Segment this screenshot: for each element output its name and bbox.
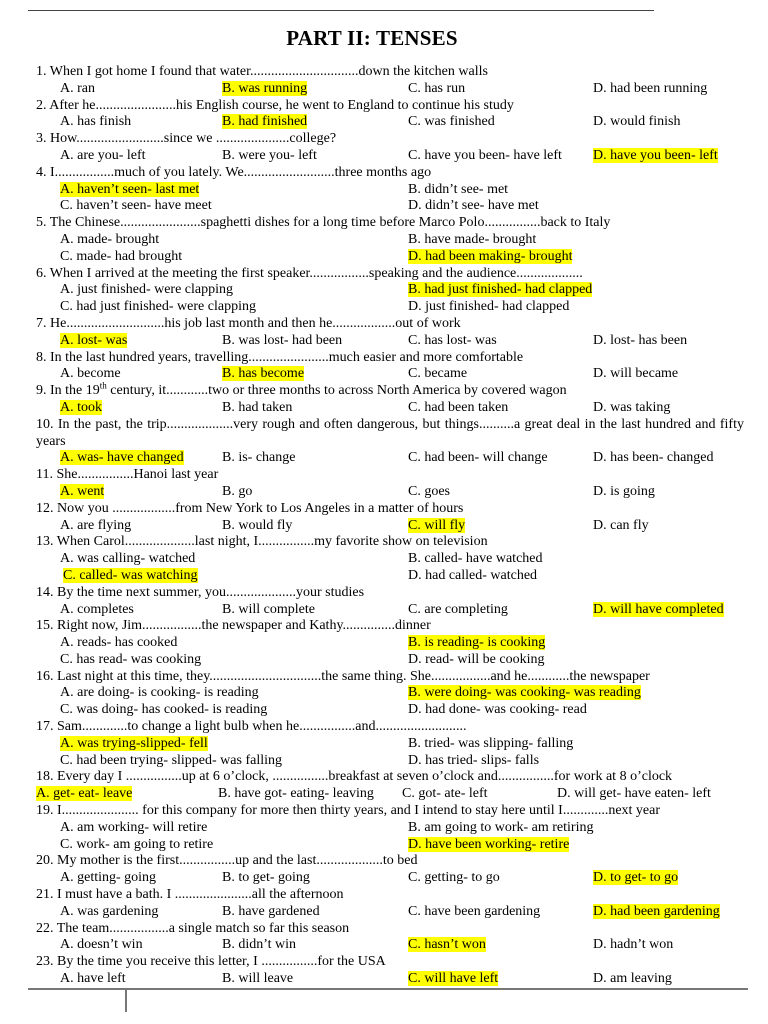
option-b bbox=[222, 450, 295, 467]
option-b bbox=[222, 333, 342, 350]
option-text: B. had just finished- had clapped bbox=[408, 282, 593, 298]
question-22 bbox=[36, 921, 744, 955]
option-d bbox=[408, 652, 544, 669]
option-text: C. was finished bbox=[408, 114, 495, 130]
question-list bbox=[36, 64, 744, 988]
option-text: B. go bbox=[222, 483, 253, 499]
option-text: D. had been gardening bbox=[593, 903, 720, 919]
question-stem: 3. How.........................since we .....................college? bbox=[36, 131, 337, 147]
option-b bbox=[222, 518, 292, 535]
question-stem-text: 9. In the 19 bbox=[36, 383, 100, 399]
option-d-highlighted-answer bbox=[593, 870, 678, 887]
option-text: D. can fly bbox=[593, 517, 649, 533]
option-text: D. hadn’t won bbox=[593, 937, 674, 953]
option-text: D. read- will be cooking bbox=[408, 651, 545, 667]
option-text: D. didn’t see- have met bbox=[408, 198, 539, 214]
option-a bbox=[60, 81, 95, 98]
option-text: A. was trying-slipped- fell bbox=[60, 735, 208, 751]
options-row bbox=[36, 366, 744, 383]
option-d bbox=[593, 366, 678, 383]
options-row bbox=[36, 702, 744, 719]
option-d bbox=[593, 518, 649, 535]
option-text: B. was lost- had been bbox=[222, 332, 343, 348]
option-text: C. made- had brought bbox=[60, 248, 183, 264]
option-text: D. will have completed bbox=[593, 601, 724, 617]
options-row bbox=[36, 400, 744, 417]
options-row bbox=[36, 736, 744, 753]
options-row bbox=[36, 971, 744, 988]
option-c bbox=[408, 81, 465, 98]
option-a bbox=[60, 518, 131, 535]
option-text: C. became bbox=[408, 366, 468, 382]
question-10 bbox=[36, 417, 744, 467]
option-a bbox=[60, 971, 126, 988]
question-stem: 5. The Chinese.......................spaghetti dishes for a long time before Marco Polo................back to Italy bbox=[36, 215, 611, 231]
options-row bbox=[36, 182, 744, 199]
question-7 bbox=[36, 316, 744, 350]
option-text: A. was gardening bbox=[60, 903, 159, 919]
option-text: C. got- ate- left bbox=[402, 786, 488, 802]
question-stem bbox=[36, 380, 744, 400]
options-row bbox=[36, 602, 744, 619]
options-row bbox=[36, 232, 744, 249]
option-text: D. had done- was cooking- read bbox=[408, 702, 587, 718]
option-b-highlighted-answer bbox=[222, 366, 304, 383]
option-a bbox=[60, 148, 146, 165]
option-text: B. am going to work- am retiring bbox=[408, 819, 594, 835]
option-text: A. are flying bbox=[60, 517, 132, 533]
question-stem: 13. When Carol....................last night, I................my favorite show on television bbox=[36, 534, 488, 550]
option-d-highlighted-answer bbox=[593, 602, 724, 619]
option-text: C. will fly bbox=[408, 517, 466, 533]
option-d-highlighted-answer bbox=[593, 904, 720, 921]
question-13 bbox=[36, 534, 744, 584]
question-23 bbox=[36, 954, 744, 988]
option-b bbox=[222, 904, 320, 921]
option-c bbox=[408, 450, 548, 467]
option-b-highlighted-answer bbox=[408, 685, 641, 702]
option-text: D. will became bbox=[593, 366, 679, 382]
question-stem: 8. In the last hundred years, travelling.......................much easier and more comfortable bbox=[36, 349, 524, 365]
question-8 bbox=[36, 350, 744, 384]
options-row bbox=[36, 198, 744, 215]
option-text: B. would fly bbox=[222, 517, 293, 533]
option-text: D. had been running bbox=[593, 80, 708, 96]
option-text: C. had been taken bbox=[408, 399, 509, 415]
option-text: D. had called- watched bbox=[408, 567, 538, 583]
option-text: A. reads- has cooked bbox=[60, 635, 178, 651]
options-row bbox=[36, 753, 744, 770]
question-18 bbox=[36, 769, 744, 803]
option-c-highlighted-answer bbox=[408, 971, 498, 988]
option-b bbox=[408, 820, 593, 837]
options-row bbox=[36, 652, 744, 669]
option-d bbox=[593, 450, 714, 467]
option-text: B. to get- going bbox=[222, 870, 310, 886]
question-1 bbox=[36, 64, 744, 98]
option-text: A. went bbox=[60, 483, 105, 499]
option-d bbox=[408, 198, 539, 215]
option-text: C. hasn’t won bbox=[408, 937, 486, 953]
option-c-highlighted-answer bbox=[408, 937, 486, 954]
options-row bbox=[36, 450, 744, 467]
option-text: A. are doing- is cooking- is reading bbox=[60, 685, 259, 701]
option-text: B. is reading- is cooking bbox=[408, 635, 546, 651]
option-text: C. had just finished- were clapping bbox=[60, 299, 256, 315]
option-text: D. has tried- slips- falls bbox=[408, 752, 540, 768]
option-text: A. completes bbox=[60, 601, 134, 617]
options-row bbox=[36, 685, 744, 702]
question-stem: 12. Now you ..................from New York to Los Angeles in a matter of hours bbox=[36, 500, 464, 516]
option-d bbox=[593, 484, 655, 501]
options-row bbox=[36, 249, 744, 266]
option-a-highlighted-answer bbox=[36, 786, 132, 803]
option-text: D. is going bbox=[593, 483, 655, 499]
option-text: C. have been gardening bbox=[408, 903, 541, 919]
option-text: A. are you- left bbox=[60, 147, 146, 163]
option-text: A. has finish bbox=[60, 114, 132, 130]
question-2 bbox=[36, 98, 744, 132]
option-b-highlighted-answer bbox=[408, 282, 592, 299]
option-c bbox=[60, 299, 256, 316]
option-d bbox=[593, 400, 670, 417]
option-b-highlighted-answer bbox=[408, 635, 545, 652]
question-stem: 4. I.................much of you lately. We..........................three months ago bbox=[36, 164, 432, 180]
option-c bbox=[60, 652, 201, 669]
question-4 bbox=[36, 165, 744, 215]
question-11 bbox=[36, 467, 744, 501]
option-text: A. getting- going bbox=[60, 870, 157, 886]
bottom-tick-mark bbox=[125, 990, 127, 1012]
option-text: D. was taking bbox=[593, 399, 671, 415]
option-text: B. had finished bbox=[222, 114, 308, 130]
options-row bbox=[36, 114, 744, 131]
option-text: D. have been working- retire bbox=[408, 836, 570, 852]
option-c bbox=[408, 333, 497, 350]
option-text: A. just finished- were clapping bbox=[60, 282, 234, 298]
option-text: C. getting- to go bbox=[408, 870, 500, 886]
option-c bbox=[408, 484, 450, 501]
option-d-highlighted-answer bbox=[593, 148, 718, 165]
option-text: C. work- am going to retire bbox=[60, 836, 214, 852]
options-row bbox=[36, 786, 744, 803]
option-a bbox=[60, 685, 259, 702]
option-c bbox=[408, 602, 508, 619]
options-row bbox=[36, 333, 744, 350]
option-b bbox=[408, 182, 508, 199]
option-text: D. had been making- brought bbox=[408, 248, 573, 264]
option-c bbox=[408, 114, 495, 131]
question-12 bbox=[36, 501, 744, 535]
option-text: D. am leaving bbox=[593, 971, 672, 987]
option-c-highlighted-answer bbox=[63, 568, 198, 585]
option-b bbox=[218, 786, 374, 803]
option-text: A. was calling- watched bbox=[60, 551, 196, 567]
options-row bbox=[36, 81, 744, 98]
options-row bbox=[36, 837, 744, 854]
option-text: B. have gardened bbox=[222, 903, 320, 919]
option-b bbox=[408, 232, 536, 249]
option-text: A. made- brought bbox=[60, 231, 160, 247]
option-text: B. tried- was slipping- falling bbox=[408, 735, 574, 751]
option-c bbox=[60, 249, 182, 266]
option-text: D. have you been- left bbox=[593, 147, 718, 163]
question-14 bbox=[36, 585, 744, 619]
option-text: A. doesn’t win bbox=[60, 937, 143, 953]
option-d-highlighted-answer bbox=[408, 837, 569, 854]
option-a bbox=[60, 551, 195, 568]
option-a bbox=[60, 366, 121, 383]
option-text: B. called- have watched bbox=[408, 551, 543, 567]
top-divider bbox=[28, 10, 654, 11]
option-text: B. were doing- was cooking- was reading bbox=[408, 685, 641, 701]
option-a bbox=[60, 602, 134, 619]
question-stem: 20. My mother is the first................up and the last...................to bed bbox=[36, 853, 418, 869]
option-a-highlighted-answer bbox=[60, 182, 199, 199]
option-a-highlighted-answer bbox=[60, 736, 208, 753]
option-b bbox=[222, 148, 317, 165]
question-stem-text: century, it............two or three months to across North America by covered wagon bbox=[106, 383, 567, 399]
option-b bbox=[222, 400, 292, 417]
option-c bbox=[408, 148, 562, 165]
option-c bbox=[402, 786, 488, 803]
option-d bbox=[593, 937, 673, 954]
options-row bbox=[36, 484, 744, 501]
option-a-highlighted-answer bbox=[60, 333, 127, 350]
question-stem: 15. Right now, Jim.................the newspaper and Kathy...............dinner bbox=[36, 618, 431, 634]
option-b bbox=[222, 971, 293, 988]
question-17 bbox=[36, 719, 744, 769]
option-text: C. has read- was cooking bbox=[60, 651, 202, 667]
option-text: B. didn’t win bbox=[222, 937, 297, 953]
question-stem: 11. She................Hanoi last year bbox=[36, 467, 219, 483]
option-text: A. become bbox=[60, 366, 121, 382]
options-row bbox=[36, 551, 744, 568]
options-row bbox=[36, 568, 744, 585]
option-text: D. to get- to go bbox=[593, 870, 679, 886]
options-row bbox=[36, 518, 744, 535]
option-a bbox=[60, 904, 158, 921]
option-text: C. called- was watching bbox=[63, 567, 198, 583]
option-b bbox=[222, 602, 315, 619]
option-b bbox=[408, 736, 573, 753]
option-d bbox=[593, 971, 672, 988]
question-stem: 23. By the time you receive this letter, I ................for the USA bbox=[36, 954, 386, 970]
option-b bbox=[222, 484, 252, 501]
option-d bbox=[557, 786, 711, 803]
option-c bbox=[60, 198, 212, 215]
options-row bbox=[36, 937, 744, 954]
option-text: C. haven’t seen- have meet bbox=[60, 198, 212, 214]
question-stem: 10. In the past, the trip...................very rough and often dangerous, but things..........a great deal in the last hundred and fifty years bbox=[36, 416, 744, 449]
option-text: B. has become bbox=[222, 366, 305, 382]
options-row bbox=[36, 148, 744, 165]
option-a bbox=[60, 232, 159, 249]
option-c bbox=[60, 702, 267, 719]
option-b bbox=[222, 937, 296, 954]
options-row bbox=[36, 282, 744, 299]
option-a-highlighted-answer bbox=[60, 450, 184, 467]
options-row bbox=[36, 820, 744, 837]
option-text: D. has been- changed bbox=[593, 450, 714, 466]
option-b bbox=[408, 551, 543, 568]
option-c-highlighted-answer bbox=[408, 518, 465, 535]
option-a bbox=[60, 937, 143, 954]
option-text: A. was- have changed bbox=[60, 450, 184, 466]
option-text: D. just finished- had clapped bbox=[408, 299, 570, 315]
option-text: B. didn’t see- met bbox=[408, 181, 509, 197]
question-stem: 17. Sam.............to change a light bulb when he................and.......................... bbox=[36, 719, 467, 735]
question-stem: 7. He............................his job last month and then he..................out of work bbox=[36, 315, 461, 331]
option-text: D. would finish bbox=[593, 114, 681, 130]
bottom-divider bbox=[28, 988, 748, 990]
option-text: D. lost- has been bbox=[593, 332, 688, 348]
options-row bbox=[36, 870, 744, 887]
option-d bbox=[408, 753, 539, 770]
question-19 bbox=[36, 803, 744, 853]
question-20 bbox=[36, 853, 744, 887]
option-d-highlighted-answer bbox=[408, 249, 572, 266]
option-a bbox=[60, 870, 156, 887]
option-text: A. haven’t seen- last met bbox=[60, 181, 200, 197]
option-text: B. have made- brought bbox=[408, 231, 537, 247]
options-row bbox=[36, 904, 744, 921]
option-d bbox=[593, 81, 707, 98]
question-stem: 1. When I got home I found that water...............................down the kitchen walls bbox=[36, 64, 488, 79]
question-15 bbox=[36, 618, 744, 668]
question-stem: 18. Every day I ................up at 6 o’clock, ................breakfast at seven o’clock and................for work at 8 o’clock bbox=[36, 769, 673, 785]
option-d bbox=[408, 568, 537, 585]
option-a bbox=[60, 282, 233, 299]
option-text: B. have got- eating- leaving bbox=[218, 786, 374, 802]
option-a bbox=[60, 635, 177, 652]
option-a-highlighted-answer bbox=[60, 400, 102, 417]
options-row bbox=[36, 635, 744, 652]
option-c bbox=[60, 837, 213, 854]
option-text: B. will leave bbox=[222, 971, 294, 987]
option-text: C. will have left bbox=[408, 971, 499, 987]
options-row bbox=[36, 299, 744, 316]
option-c bbox=[408, 400, 508, 417]
option-c bbox=[60, 753, 282, 770]
question-stem: 22. The team.................a single match so far this season bbox=[36, 920, 350, 936]
question-stem: 16. Last night at this time, they................................the same thing. She.................and he............the newspaper bbox=[36, 668, 650, 684]
option-text: A. ran bbox=[60, 80, 95, 96]
option-text: C. have you been- have left bbox=[408, 147, 562, 163]
option-text: C. was doing- has cooked- is reading bbox=[60, 702, 268, 718]
option-c bbox=[408, 904, 540, 921]
option-d bbox=[593, 333, 687, 350]
option-c bbox=[408, 870, 500, 887]
option-text: D. will get- have eaten- left bbox=[557, 786, 711, 802]
question-6 bbox=[36, 266, 744, 316]
option-text: C. has lost- was bbox=[408, 332, 497, 348]
question-stem: 6. When I arrived at the meeting the first speaker.................speaking and the audience................... bbox=[36, 265, 583, 281]
option-text: C. had been- will change bbox=[408, 450, 548, 466]
option-text: B. were you- left bbox=[222, 147, 317, 163]
option-a bbox=[60, 820, 207, 837]
option-text: B. had taken bbox=[222, 399, 293, 415]
option-text: A. took bbox=[60, 399, 102, 415]
question-stem: 2. After he.......................his English course, he went to England to continue his study bbox=[36, 97, 514, 113]
option-b-highlighted-answer bbox=[222, 81, 307, 98]
option-text: B. will complete bbox=[222, 601, 315, 617]
option-text: B. is- change bbox=[222, 450, 296, 466]
option-text: C. has run bbox=[408, 80, 466, 96]
option-a bbox=[60, 114, 131, 131]
question-21 bbox=[36, 887, 744, 921]
option-text: C. had been trying- slipped- was falling bbox=[60, 752, 283, 768]
option-d bbox=[408, 702, 587, 719]
option-text: A. am working- will retire bbox=[60, 819, 208, 835]
option-d bbox=[408, 299, 569, 316]
question-stem: 14. By the time next summer, you....................your studies bbox=[36, 584, 365, 600]
question-5 bbox=[36, 215, 744, 265]
option-text: A. get- eat- leave bbox=[36, 786, 133, 802]
option-b bbox=[222, 870, 310, 887]
question-3 bbox=[36, 131, 744, 165]
option-text: B. was running bbox=[222, 80, 308, 96]
option-text: A. have left bbox=[60, 971, 126, 987]
option-b-highlighted-answer bbox=[222, 114, 307, 131]
question-16 bbox=[36, 669, 744, 719]
option-a-highlighted-answer bbox=[60, 484, 104, 501]
option-d bbox=[593, 114, 681, 131]
option-c bbox=[408, 366, 467, 383]
superscript: th bbox=[99, 380, 107, 391]
question-stem: 21. I must have a bath. I ......................all the afternoon bbox=[36, 887, 344, 903]
option-text: C. goes bbox=[408, 483, 450, 499]
page-title: PART II: TENSES bbox=[286, 26, 458, 50]
option-text: C. are completing bbox=[408, 601, 508, 617]
question-stem: 19. I...................... for this company for more then thirty years, and I intend to stay here until I.............next year bbox=[36, 803, 661, 819]
question-9 bbox=[36, 380, 744, 417]
option-text: A. lost- was bbox=[60, 332, 128, 348]
